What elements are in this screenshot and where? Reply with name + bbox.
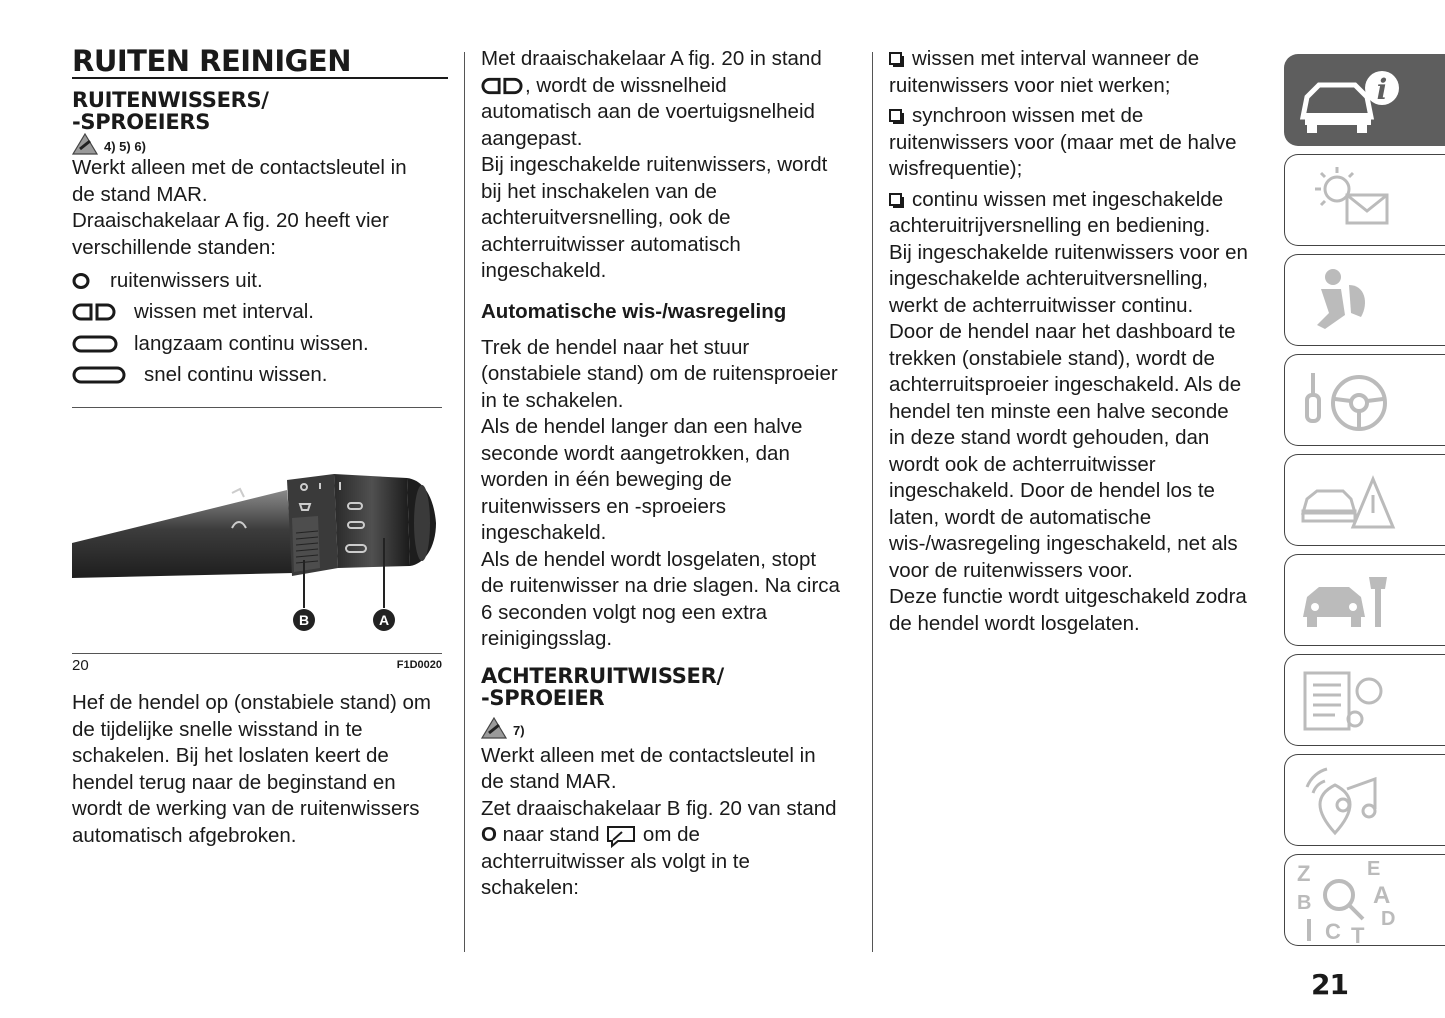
subsection-title: -SPROEIERS: [72, 110, 211, 134]
text-span: , wordt de wissnelheid: [525, 73, 727, 97]
interval-wipe-icon: [72, 303, 116, 321]
text-line: in te schakelen.: [481, 388, 624, 412]
figure-number: 20: [72, 656, 89, 674]
tab-starting-driving[interactable]: [1284, 354, 1445, 446]
subsection-title: -SPROEIER: [481, 685, 605, 710]
text-line: in deze stand wordt gehouden, dan: [889, 426, 1210, 449]
text-line: de hendel wordt losgelaten.: [889, 611, 1140, 635]
wiper-stalk-illustration: [72, 408, 442, 653]
text-line: Met draaischakelaar A fig. 20 in stand: [481, 47, 822, 70]
car-wrench-icon: [1285, 555, 1445, 646]
text-line: automatisch aan de voertuigsnelheid: [481, 100, 815, 123]
car-info-icon: [1285, 55, 1445, 146]
text-line: de tijdelijke snelle wisstand in te: [72, 717, 363, 741]
column-3: [889, 46, 1269, 637]
index-letter: A: [1373, 882, 1391, 909]
index-letter: B: [1297, 892, 1312, 914]
text-line: laten, wordt de automatische: [889, 505, 1152, 529]
airbag-safety-icon: [1285, 255, 1445, 346]
bold-position-label: O: [481, 823, 497, 846]
text-line: [889, 46, 1269, 73]
column-1: [72, 46, 448, 849]
text-line-with-icon: [481, 73, 856, 100]
list-item: [72, 360, 448, 392]
warning-triangle-icon: [72, 133, 98, 155]
warning-reference: [72, 133, 448, 155]
checkbox-bullet-icon: [889, 109, 902, 122]
text-line: de stand MAR.: [72, 182, 208, 206]
text-line: ingeschakeld. Door de hendel los te: [889, 479, 1215, 502]
tab-car-info[interactable]: [1284, 54, 1445, 146]
tab-lights-messages[interactable]: [1284, 154, 1445, 246]
switch-positions-list: [72, 265, 448, 391]
figure-code: F1D0020: [396, 659, 442, 671]
position-label: ruitenwissers uit.: [110, 268, 263, 292]
text-line: ingeschakelde achteruitversnelling,: [889, 267, 1209, 290]
text-line: hendel ten minste een halve seconde: [889, 399, 1229, 423]
text-line: ruitenwissers voor niet werken;: [889, 73, 1171, 97]
text-line: werkt de achterruitwisser continu.: [889, 293, 1194, 317]
slow-continuous-icon: [72, 335, 118, 353]
position-label: wissen met interval.: [134, 300, 315, 324]
text-line: Bij ingeschakelde ruitenwissers, wordt: [481, 153, 828, 176]
index-letter: D: [1381, 908, 1396, 930]
list-item: [889, 187, 1269, 240]
tab-maintenance[interactable]: [1284, 554, 1445, 646]
bullet-text: synchroon wissen met de: [912, 104, 1144, 127]
key-steering-wheel-icon: [1285, 355, 1445, 446]
intro-text: [72, 155, 448, 261]
column-divider: [464, 52, 465, 952]
paragraph-heading: Automatische wis-/wasregeling: [481, 299, 787, 323]
figure-marker-b: B: [298, 612, 310, 628]
outro-text: [72, 690, 448, 849]
text-line: schakelen:: [481, 876, 580, 899]
text-line: ingeschakeld.: [481, 521, 607, 544]
bullet-text: continu wissen met ingeschakelde: [912, 187, 1224, 211]
tab-emergency[interactable]: [1284, 454, 1445, 546]
text-line: verschillende standen:: [72, 235, 276, 259]
column-2: [481, 46, 856, 902]
text-line: reinigingsslag.: [481, 627, 613, 650]
text-line: 6 seconden volgt nog een extra: [481, 600, 768, 624]
text-line: Draaischakelaar A fig. 20 heeft vier: [72, 209, 389, 232]
text-line: achteruitrijversnelling en bediening.: [889, 214, 1211, 237]
index-letter: T: [1351, 923, 1365, 946]
bullet-text: wissen met interval wanneer de: [912, 47, 1200, 70]
text-line: automatisch afgebroken.: [72, 823, 297, 847]
text-span: naar stand: [496, 823, 606, 846]
text-line: achterruitwisser als volgt in te: [481, 849, 750, 873]
warning-refs: 4) 5) 6): [104, 139, 146, 154]
text-line: achterruitsproeier ingeschakeld. Als de: [889, 373, 1242, 396]
subsection-title: ACHTERRUITWISSER/: [481, 663, 724, 688]
text-line: wis-/wasregeling ingeschakeld, net als: [889, 532, 1238, 555]
svg-text:i: i: [1376, 73, 1388, 106]
tab-technical-data[interactable]: [1284, 654, 1445, 746]
warning-triangle-icon: [481, 717, 507, 739]
datasheet-gear-icon: [1285, 655, 1445, 746]
text-line: (onstabiele stand) om de ruitensproeier: [481, 362, 838, 385]
text-line: de ruitenwisser na drie slagen. Na circa: [481, 574, 840, 597]
column-divider: [872, 52, 873, 952]
warning-refs: 7): [513, 722, 525, 738]
text-line: Door de hendel naar het dashboard te: [889, 320, 1236, 343]
text-line: [889, 103, 1269, 130]
warning-reference: [481, 713, 856, 739]
section-title: RUITEN REINIGEN: [72, 46, 448, 79]
text-line: Werkt alleen met de contactsleutel in: [72, 156, 407, 179]
off-circle-icon: [72, 272, 92, 290]
text-line: bij het inschakelen van de: [481, 179, 717, 203]
text-line: Als de hendel wordt losgelaten, stopt: [481, 547, 817, 571]
position-label: langzaam continu wissen.: [134, 331, 369, 355]
text-line: Deze functie wordt uitgeschakeld zodra: [889, 585, 1247, 608]
lights-messages-icon: [1285, 155, 1445, 246]
text-line: achterruitwisser automatisch: [481, 232, 741, 256]
figure-wiper-stalk: [72, 407, 442, 654]
text-line: schakelen. Bij het loslaten keert de: [72, 744, 389, 767]
list-item: [889, 103, 1269, 183]
text-line: de stand MAR.: [481, 770, 617, 793]
emergency-warning-icon: [1285, 455, 1445, 546]
text-line: worden in één beweging de: [481, 468, 732, 491]
index-letter: Z: [1297, 861, 1311, 886]
subsection-title: RUITENWISSERS/: [72, 88, 269, 112]
checkbox-bullet-icon: [889, 52, 902, 65]
text-line: Bij ingeschakelde ruitenwissers voor en: [889, 240, 1248, 264]
fast-continuous-icon: [72, 366, 126, 384]
index-letter: E: [1367, 858, 1381, 880]
multimedia-music-icon: [1285, 755, 1445, 846]
text-span: om de: [637, 823, 700, 846]
text-line: achteruitversnelling, ook de: [481, 206, 731, 229]
text-line: Zet draaischakelaar B fig. 20 van stand: [481, 796, 837, 820]
text-line: wordt de werking van de ruitenwissers: [72, 797, 420, 820]
tab-index[interactable]: [1284, 854, 1445, 946]
text-line: wisfrequentie);: [889, 157, 1023, 180]
text-line: wordt ook de achterruitwisser: [889, 452, 1156, 476]
index-letter: C: [1325, 919, 1341, 944]
list-item: [889, 46, 1269, 99]
text-line: Als de hendel langer dan een halve: [481, 415, 803, 438]
figure-marker-a: A: [378, 612, 390, 628]
tab-multimedia[interactable]: [1284, 754, 1445, 846]
text-line: Trek de hendel naar het stuur: [481, 335, 750, 359]
interval-wipe-icon: [481, 77, 523, 95]
position-label: snel continu wissen.: [144, 363, 328, 387]
page-number: 21: [1311, 968, 1348, 1001]
text-line-with-icon: [481, 822, 856, 849]
list-item: [72, 297, 448, 329]
rear-wiper-modes-list: [889, 46, 1269, 240]
figure-caption: [72, 654, 442, 676]
text-line: ruitenwissers voor (maar met de halve: [889, 130, 1237, 154]
text-line: hendel terug naar de beginstand en: [72, 770, 396, 794]
rear-wiper-icon: [605, 824, 637, 848]
text-line: trekken (onstabiele stand), wordt de: [889, 346, 1215, 370]
text-line: Werkt alleen met de contactsleutel in: [481, 743, 816, 767]
text-line: seconde wordt aangetrokken, dan: [481, 441, 790, 465]
list-item: [72, 328, 448, 360]
text-line: voor de ruitenwissers voor.: [889, 558, 1133, 582]
text-line: ingeschakeld.: [481, 259, 607, 282]
text-line: Hef de hendel op (onstabiele stand) om: [72, 691, 431, 714]
text-line: ruitenwissers en -sproeiers: [481, 494, 726, 518]
text-line: aangepast.: [481, 126, 583, 150]
tab-safety[interactable]: [1284, 254, 1445, 346]
alphabetical-index-icon: [1285, 855, 1445, 946]
checkbox-bullet-icon: [889, 193, 902, 206]
text-line: [889, 187, 1269, 214]
list-item: [72, 265, 448, 297]
